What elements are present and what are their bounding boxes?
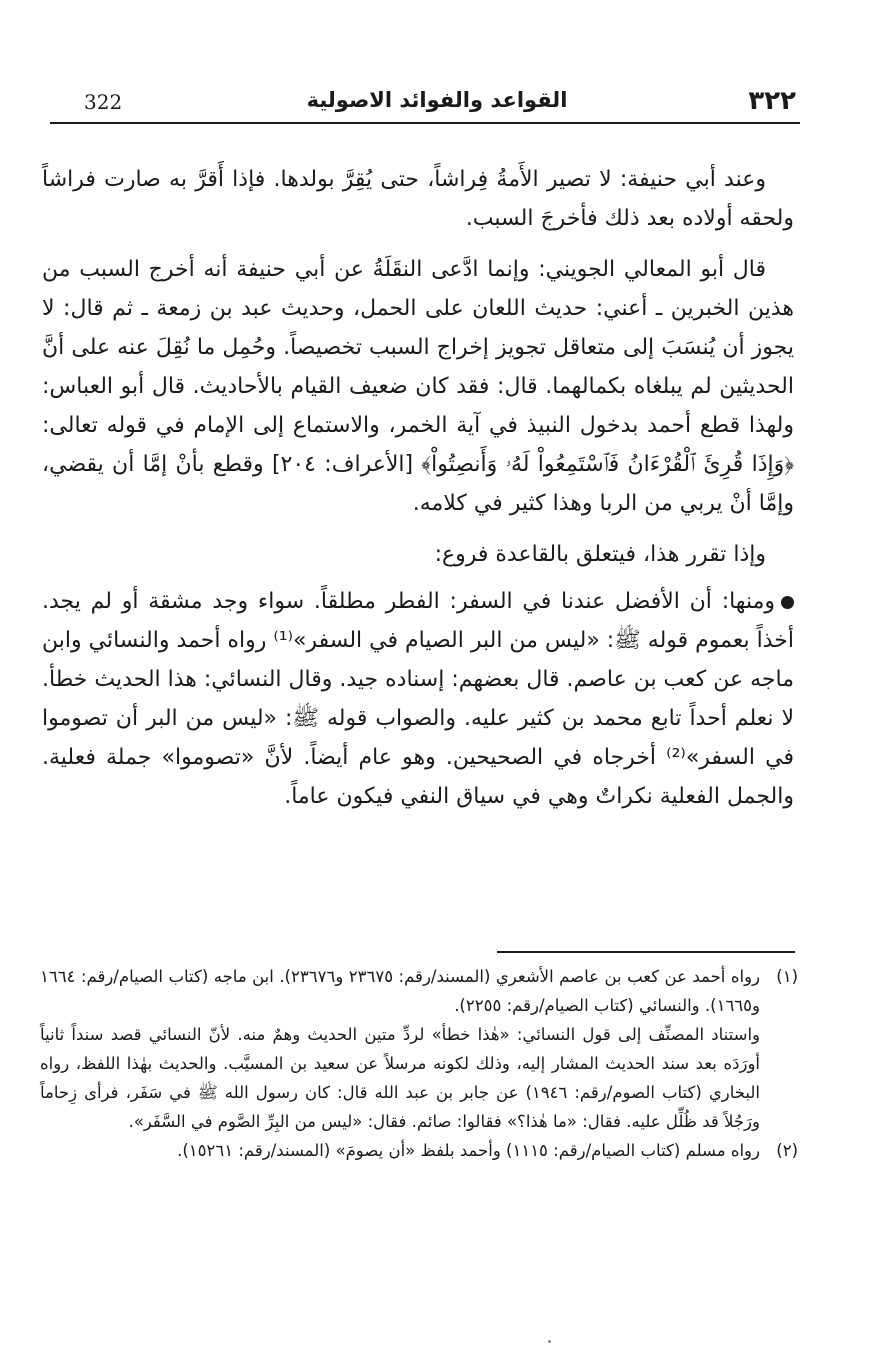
footnote-1 <box>40 962 798 1136</box>
footnote-divider <box>497 951 795 953</box>
page-number-arabic: ٣٢٢ <box>748 86 796 116</box>
page-number-latin: 322 <box>84 90 123 114</box>
paragraph-abu-hanifa: وعند أبي حنيفة: لا تصير الأَمةُ فِراشاً، حتى يُقِرَّ بولدها. فإذا أَقرَّ به صارت فراشاً ولحقه أولاده بعد ذلك فأخرجَ السبب. <box>42 167 794 231</box>
page-header <box>78 82 796 122</box>
footnote-number: (١) <box>776 967 798 986</box>
paragraph-branches-intro: وإذا تقرر هذا، فيتعلق بالقاعدة فروع: <box>434 542 766 567</box>
footnotes <box>40 962 798 1165</box>
bullet-icon <box>781 596 794 609</box>
paragraph-fasting-travel-text: ومنها: أن الأفضل عندنا في السفر: الفطر مطلقاً. سواء وجد مشقة أو لم يجد. أخذاً بعموم قوله ﷺ: «ليس من البر الصيام في السفر»⁽¹⁾ رواه أحمد والنسائي وابن ماجه عن كعب بن عاصم. قال بعضهم: إسناده جيد. وقال النسائي: هذا الحديث خطأ. لا نعلم أحداً تابع محمد بن كثير عليه. والصواب قوله ﷺ: «ليس من البر أن تصوموا في السفر»⁽²⁾ أخرجاه في الصحيحين. وهو عام أيضاً. لأنَّ «تصوموا» جملة فعلية. والجمل الفعلية نكراتٌ وهي في سياق النفي فيكون عاماً. <box>42 589 795 809</box>
paragraph-juwayni: قال أبو المعالي الجويني: وإنما ادَّعى النقَلَةُ عن أبي حنيفة أنه أخرج السبب من هذين الخبرين ـ أعني: حديث اللعان على الحمل، وحديث عبد بن زمعة ـ ثم قال: لا يجوز أن يُنسَبَ إلى متعاقل تجويز إخراج السبب تخصيصاً. وحُمِل ما نُقِلَ عنه على أنَّ الحديثين لم يبلغاه بكمالهما. قال: فقد كان ضعيف القيام بالأحاديث. قال أبو العباس: ولهذا قطع أحمد بدخول النبيذ في آية الخمر، والاستماع إلى الإمام في قوله تعالى: ﴿وَإِذَا قُرِئَ ٱلْقُرْءَانُ فَٱسْتَمِعُواْ لَهُۥ وَأَنصِتُواْ﴾ [الأعراف: ٢٠٤] وقطع بأنْ إمَّا أن يقضي، وإمَّا أنْ يربي من الربا وهذا كثير في كلامه. <box>42 257 794 516</box>
main-text <box>42 160 794 828</box>
running-title: القواعد والفوائد الاصولية <box>306 88 568 112</box>
footnote-2 <box>40 1136 798 1165</box>
footnote-2-citation: رواه مسلم (كتاب الصيام/رقم: ١١١٥) وأحمد بلفظ «أن يصومَ» (المسند/رقم: ١٥٢٦١). <box>177 1141 760 1160</box>
paragraph-fasting-travel <box>42 582 794 816</box>
footnote-number: (٢) <box>776 1141 798 1160</box>
footnote-text <box>40 1136 760 1165</box>
footnote-1-citation: رواه أحمد عن كعب بن عاصم الأشعري (المسند/رقم: ٢٣٦٧٥ و٢٣٦٧٦). ابن ماجه (كتاب الصيام/رقم: ١٦٦٤ و١٦٦٥). والنسائي (كتاب الصيام/رقم: ٢٢٥٥). <box>40 967 761 1015</box>
footnote-1-commentary: واستناد المصنِّف إلى قول النسائي: «هٰذا خطأ» لردِّ متين الحديث وهمٌ منه. لأنّ النسائي قصد سنداً ثانياً أورَدَه بعد سند الحديث المشار إليه، وذلك لكونه مرسلاً عن سعيد بن المسيَّب. والحديث بهٰذا اللفظ، رواه البخاري (كتاب الصوم/رقم: ١٩٤٦) عن جابر بن عبد الله قال: كان رسول الله ﷺ في سَفَر، فرأى زِحاماً ورَجُلاً قد ظُلِّل عليه. فقال: «ما هٰذا؟» فقالوا: صائم. فقال: «ليس من البِرِّ الصَّوم في السَّفَر». <box>40 1025 760 1131</box>
scan-speck <box>548 1340 551 1343</box>
footnote-text <box>40 962 760 1136</box>
header-divider <box>50 122 800 124</box>
